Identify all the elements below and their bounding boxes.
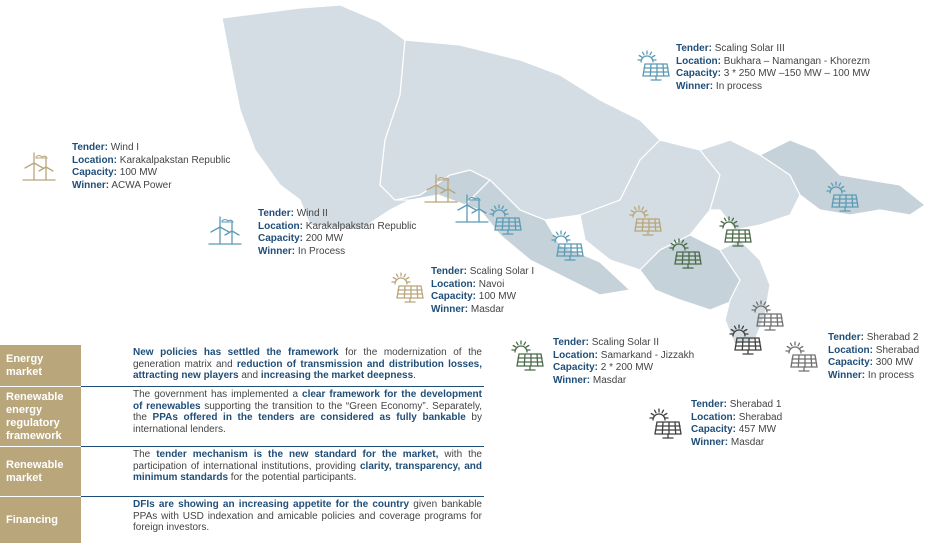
tender-location xyxy=(676,56,870,69)
field-label: Capacity: xyxy=(431,291,477,303)
matrix-category: Financing xyxy=(0,497,81,543)
tender-capacity xyxy=(676,68,870,81)
tender-tender xyxy=(553,337,694,350)
field-value: 100 MW xyxy=(117,167,158,179)
matrix-description xyxy=(133,499,482,534)
field-value: Navoi xyxy=(476,278,505,290)
field-label: Winner: xyxy=(676,80,714,92)
field-value: Sherabad 1 xyxy=(726,399,782,410)
field-value: 2 * 200 MW xyxy=(598,362,654,374)
field-label: Winner: xyxy=(258,245,296,257)
highlight-text: clarity, transparency, and minimum standards xyxy=(133,460,482,484)
field-label: Location: xyxy=(431,278,476,290)
matrix-description xyxy=(133,449,482,484)
field-label: Winner: xyxy=(828,369,866,381)
highlight-text: DFIs are showing an increasing appetite for the country xyxy=(133,499,410,510)
matrix-description xyxy=(133,389,482,435)
tender-winner xyxy=(72,180,230,193)
field-value: Masdar xyxy=(468,303,505,315)
matrix-category: Renewable energy regulatory framework xyxy=(0,387,81,447)
field-label: Location: xyxy=(691,411,736,423)
field-label: Capacity: xyxy=(828,357,874,369)
field-value: Karakalpakstan Republic xyxy=(117,154,231,166)
tender-winner xyxy=(676,81,870,94)
field-label: Winner: xyxy=(72,179,110,191)
matrix-category: Renewable market xyxy=(0,447,81,497)
field-value: In process xyxy=(865,369,915,381)
highlight-text: tender mechanism is the new standard for the market, xyxy=(156,449,439,460)
tender-winner xyxy=(431,304,534,317)
body-text: . xyxy=(413,370,416,382)
wind-turbine-icon xyxy=(208,214,242,246)
field-label: Location: xyxy=(72,154,117,166)
highlight-text: PPAs offered in the tenders are considered as fully bankable xyxy=(152,412,466,424)
body-text: for the modernization of the generation matrix and xyxy=(133,347,482,370)
map-region-central xyxy=(380,40,660,220)
field-label: Winner: xyxy=(553,374,591,386)
field-value: Wind II xyxy=(293,208,328,219)
tender-label-scaling-solar-3 xyxy=(676,43,870,93)
solar-panel-icon xyxy=(648,408,682,440)
solar-panel-icon xyxy=(550,230,584,262)
field-label: Tender: xyxy=(553,337,589,348)
matrix-row-energy-market xyxy=(0,345,484,387)
field-label: Tender: xyxy=(691,399,727,410)
tender-location xyxy=(72,155,230,168)
solar-panel-icon xyxy=(488,204,522,236)
solar-panel-icon xyxy=(825,181,859,213)
field-label: Capacity: xyxy=(72,167,118,179)
tender-capacity xyxy=(828,357,919,370)
field-value: Wind I xyxy=(107,142,140,153)
tender-tender xyxy=(258,208,416,221)
tender-tender xyxy=(72,142,230,155)
solar-panel-icon xyxy=(668,238,702,270)
tender-label-scaling-solar-1 xyxy=(431,266,534,316)
field-value: Samarkand - Jizzakh xyxy=(598,349,695,361)
market-matrix xyxy=(0,345,484,545)
field-value: Masdar xyxy=(728,436,765,448)
tender-winner xyxy=(691,437,782,450)
body-text: by international lenders. xyxy=(133,412,482,435)
tender-tender xyxy=(431,266,534,279)
tender-winner xyxy=(258,246,416,259)
matrix-divider xyxy=(81,496,484,497)
solar-panel-icon xyxy=(636,50,670,82)
field-value: 457 MW xyxy=(736,424,777,436)
tender-location xyxy=(828,345,919,358)
field-label: Tender: xyxy=(828,332,864,343)
tender-tender xyxy=(691,399,782,412)
field-label: Location: xyxy=(676,55,721,67)
tender-label-wind-1 xyxy=(72,142,230,192)
field-label: Location: xyxy=(828,344,873,356)
body-text: supporting the transition to the “Green Economy”. Separately, the xyxy=(133,400,482,424)
matrix-divider xyxy=(81,386,484,387)
field-value: In Process xyxy=(295,245,346,257)
tender-label-sherabad-2 xyxy=(828,332,919,382)
field-value: Scaling Solar III xyxy=(711,43,785,54)
highlight-text: clear framework for the development of renewables xyxy=(133,389,482,412)
tender-location xyxy=(258,221,416,234)
matrix-divider xyxy=(81,446,484,447)
wind-turbine-icon xyxy=(424,172,458,204)
highlight-text: reduction of transmission and distribution losses, attracting new players xyxy=(133,358,482,382)
body-text: for the potential participants. xyxy=(228,472,357,484)
field-value: ACWA Power xyxy=(109,179,172,191)
field-value: Scaling Solar I xyxy=(466,266,535,277)
field-label: Winner: xyxy=(691,436,729,448)
body-text: given bankable PPAs with USD indexation and amicable policies and coverage programs for foreign investors. xyxy=(133,499,482,534)
body-text: The xyxy=(133,449,157,460)
field-value: In process xyxy=(713,80,763,92)
matrix-category-divider xyxy=(0,386,81,387)
field-label: Tender: xyxy=(72,142,108,153)
field-label: Tender: xyxy=(258,208,294,219)
field-label: Capacity: xyxy=(553,362,599,374)
matrix-row-regulatory-framework xyxy=(0,387,484,447)
field-value: Sherabad 2 xyxy=(863,332,919,343)
tender-capacity xyxy=(553,362,694,375)
matrix-description xyxy=(133,347,482,382)
tender-label-sherabad-1 xyxy=(691,399,782,449)
tender-capacity xyxy=(691,424,782,437)
field-value: Sherabad xyxy=(873,344,920,356)
solar-panel-icon xyxy=(718,216,752,248)
tender-location xyxy=(691,412,782,425)
tender-label-wind-2 xyxy=(258,208,416,258)
matrix-category-divider xyxy=(0,496,81,497)
wind-turbine-icon xyxy=(455,192,489,224)
matrix-row-financing xyxy=(0,497,484,543)
tender-winner xyxy=(828,370,919,383)
field-label: Capacity: xyxy=(691,424,737,436)
field-label: Tender: xyxy=(676,43,712,54)
tender-location xyxy=(431,279,534,292)
field-label: Location: xyxy=(553,349,598,361)
body-text: with the participation of international institutions, providing xyxy=(133,449,482,472)
body-text: and xyxy=(238,370,261,382)
field-label: Winner: xyxy=(431,303,469,315)
solar-panel-icon xyxy=(784,341,818,373)
field-value: 3 * 250 MW –150 MW – 100 MW xyxy=(721,68,870,80)
field-label: Capacity: xyxy=(676,68,722,80)
field-label: Capacity: xyxy=(258,233,304,245)
tender-winner xyxy=(553,375,694,388)
body-text: The government has implemented a xyxy=(133,389,303,400)
field-value: Scaling Solar II xyxy=(588,337,659,348)
field-value: 300 MW xyxy=(873,357,914,369)
matrix-row-renewable-market xyxy=(0,447,484,497)
highlight-text: New policies has settled the framework xyxy=(133,347,339,358)
tender-tender xyxy=(828,332,919,345)
matrix-category: Energy market xyxy=(0,345,81,387)
field-value: Bukhara – Namangan - Khorezm xyxy=(721,55,870,67)
field-value: Karakalpakstan Republic xyxy=(303,220,417,232)
highlight-text: increasing the market deepness xyxy=(260,370,414,382)
matrix-category-divider xyxy=(0,446,81,447)
tender-location xyxy=(553,350,694,363)
field-value: 100 MW xyxy=(476,291,517,303)
solar-panel-icon xyxy=(510,340,544,372)
field-value: Sherabad xyxy=(736,411,783,423)
solar-panel-icon xyxy=(390,272,424,304)
field-label: Tender: xyxy=(431,266,467,277)
tender-tender xyxy=(676,43,870,56)
solar-panel-icon xyxy=(628,205,662,237)
field-label: Location: xyxy=(258,220,303,232)
tender-capacity xyxy=(258,233,416,246)
field-value: Masdar xyxy=(590,374,627,386)
wind-turbine-icon xyxy=(22,150,56,182)
tender-capacity xyxy=(72,167,230,180)
field-value: 200 MW xyxy=(303,233,344,245)
solar-panel-icon xyxy=(728,324,762,356)
tender-capacity xyxy=(431,291,534,304)
tender-label-scaling-solar-2 xyxy=(553,337,694,387)
